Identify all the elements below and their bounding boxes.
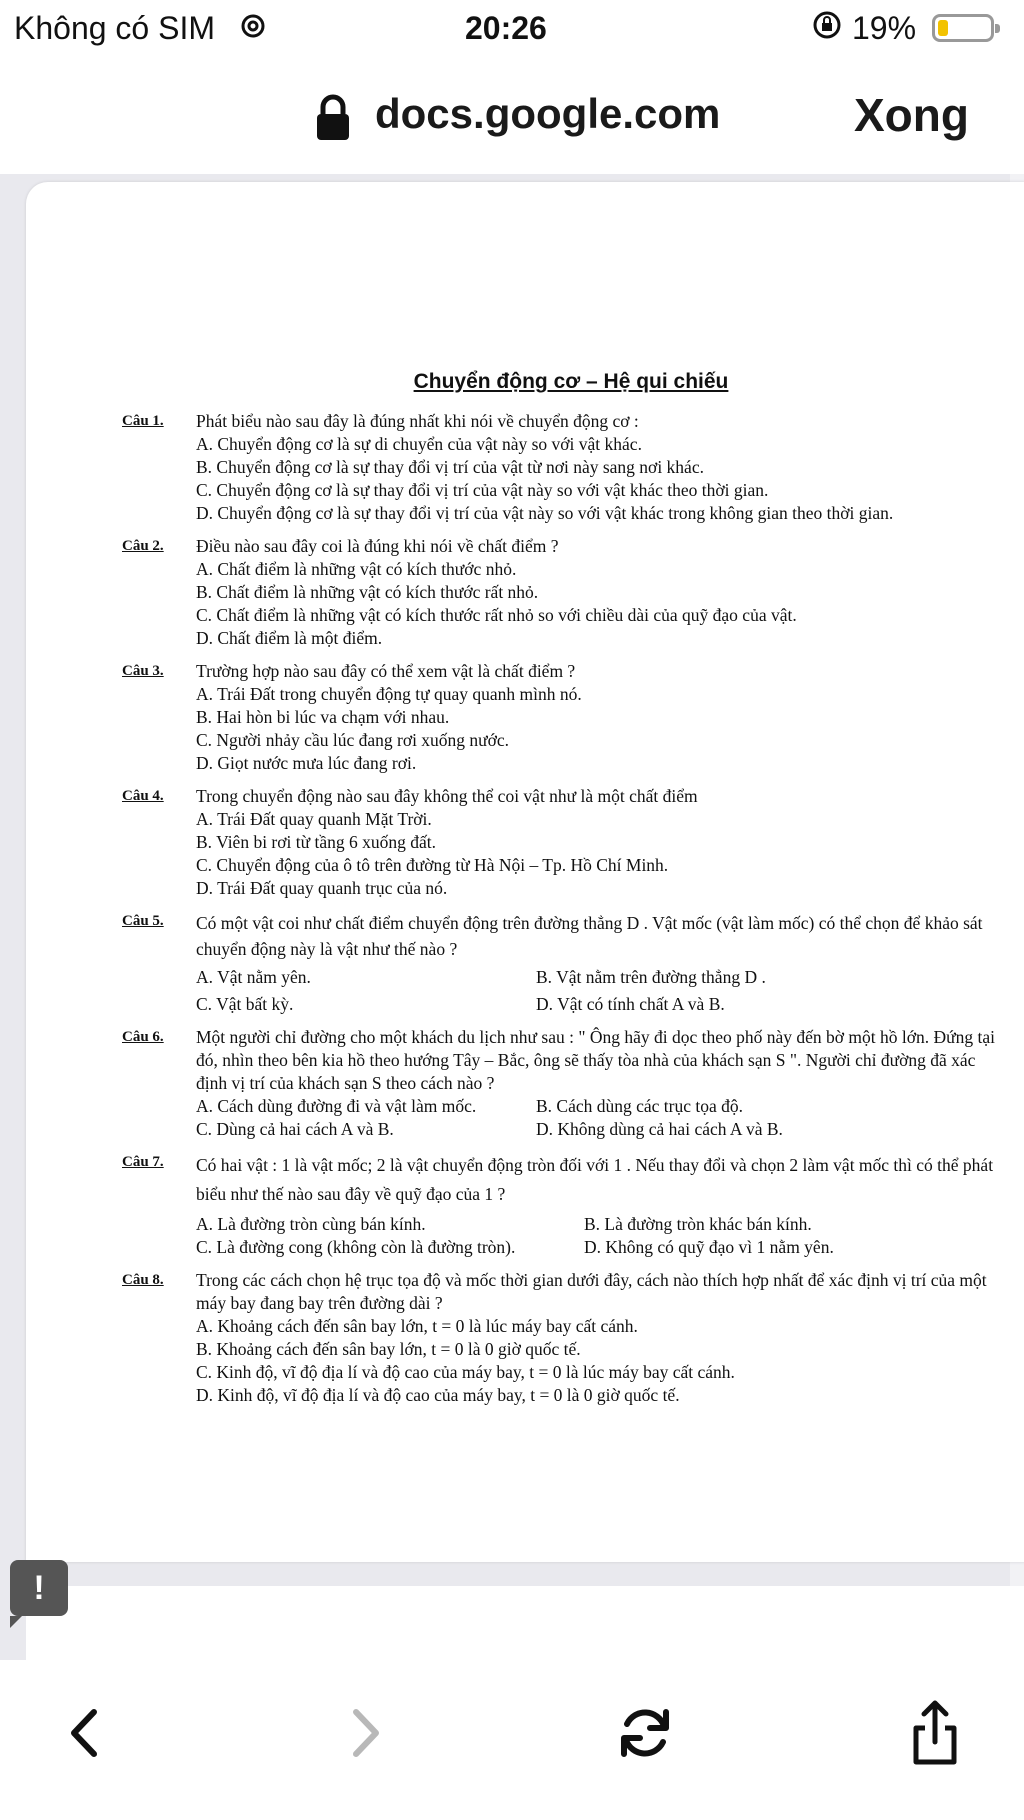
forward-icon[interactable] xyxy=(330,1698,400,1768)
rotation-lock-icon xyxy=(812,10,842,48)
done-button[interactable]: Xong xyxy=(854,89,969,141)
question-7: Câu 7. Có hai vật : 1 là vật mốc; 2 là vật chuyển động tròn đối với 1 . Nếu thay đổi và chọn 2 làm vật mốc thì có thể phát biểu như thế nào sau đây về quỹ đạo của 1 ? A. Là đường tròn cùng bán kính. B. Là đường tròn khác bán kính. C. Là đường cong (không còn là đường tròn). D. Không có quỹ đạo vì 1 nằm yên. xyxy=(122,1154,994,1257)
battery-level xyxy=(938,20,948,36)
question-8: Câu 8. Trong các cách chọn hệ trục tọa độ và mốc thời gian dưới đây, cách nào thích hợp nhất để xác định vị trí của một máy bay đang bay trên đường dài ? A. Khoảng cách đến sân bay lớn, t = 0 là lúc máy bay cất cánh. B. Khoảng cách đến sân bay lớn, t = 0 là 0 giờ quốc tế. C. Kinh độ, vĩ độ địa lí và độ cao của máy bay, t = 0 là lúc máy bay cất cánh. D. Kinh độ, vĩ độ địa lí và độ cao của máy bay, t = 0 là 0 giờ quốc tế. xyxy=(122,1270,987,1405)
battery-icon xyxy=(932,14,994,42)
clock: 20:26 xyxy=(465,10,547,46)
document-page xyxy=(26,182,1024,1562)
url-bar xyxy=(0,64,1024,174)
question-6: Câu 6. Một người chỉ đường cho một khách du lịch như sau : " Ông hãy đi dọc theo phố này đến bờ một hồ lớn. Đứng tại đó, nhìn theo bên kia hồ theo hướng Tây – Bắc, ông sẽ thấy tòa nhà của khách sạn S ". Người chỉ đường đã xác định vị trí của khách sạn S theo cách nào ? A. Cách dùng đường đi và vật làm mốc. B. Cách dùng các trục tọa độ. C. Dùng cả hai cách A và B. D. Không dùng cả hai cách A và B. xyxy=(122,1027,996,1139)
alert-badge[interactable]: ! xyxy=(10,1560,68,1616)
question-3: Câu 3. Trường hợp nào sau đây có thể xem vật là chất điểm ? A. Trái Đất trong chuyển động tự quay quanh mình nó. B. Hai hòn bi lúc va chạm với nhau. C. Người nhảy cầu lúc đang rơi xuống nước. D. Giọt nước mưa lúc đang rơi. xyxy=(122,661,582,773)
document-title: Chuyển động cơ – Hệ qui chiếu xyxy=(413,370,729,393)
url-domain[interactable]: docs.google.com xyxy=(375,90,721,137)
status-bar xyxy=(0,0,1024,64)
question-1: Câu 1. Phát biểu nào sau đây là đúng nhất khi nói về chuyển động cơ : A. Chuyển động cơ là sự di chuyển của vật này so với vật khác. B. Chuyển động cơ là sự thay đổi vị trí của vật từ nơi này sang nơi khác. C. Chuyển động cơ là sự thay đổi vị trí của vật này so với vật khác theo thời gian. D. Chuyển động cơ là sự thay đổi vị trí của vật này so với vật khác trong không gian theo thời gian. xyxy=(122,411,894,523)
carrier-label: Không có SIM xyxy=(14,10,268,47)
wifi-icon xyxy=(238,13,268,47)
document-viewport[interactable] xyxy=(0,174,1010,1660)
question-5: Câu 5. Có một vật coi như chất điểm chuyển động trên đường thẳng D . Vật mốc (vật làm mốc) có thể chọn để khảo sát chuyển động này là vật như thế nào ? A. Vật nằm yên. B. Vật nằm trên đường thẳng D . C. Vật bất kỳ. D. Vật có tính chất A và B. xyxy=(122,913,983,1014)
share-icon[interactable] xyxy=(900,1698,970,1768)
back-icon[interactable] xyxy=(50,1698,120,1768)
question-list xyxy=(122,410,1002,1417)
battery-percent: 19% xyxy=(852,10,917,46)
reload-icon[interactable] xyxy=(610,1698,680,1768)
question-2: Câu 2. Điều nào sau đây coi là đúng khi nói về chất điểm ? A. Chất điểm là những vật có kích thước nhỏ. B. Chất điểm là những vật có kích thước rất nhỏ. C. Chất điểm là những vật có kích thước rất nhỏ so với chiều dài của quỹ đạo của vật. D. Chất điểm là một điểm. xyxy=(122,536,797,648)
question-4: Câu 4. Trong chuyển động nào sau đây không thể coi vật như là một chất điểm A. Trái Đất quay quanh Mặt Trời. B. Viên bi rơi từ tầng 6 xuống đất. C. Chuyển động của ô tô trên đường từ Hà Nội – Tp. Hồ Chí Minh. D. Trái Đất quay quanh trục của nó. xyxy=(122,786,698,898)
browser-toolbar xyxy=(0,1660,1024,1820)
lock-icon xyxy=(315,94,351,142)
